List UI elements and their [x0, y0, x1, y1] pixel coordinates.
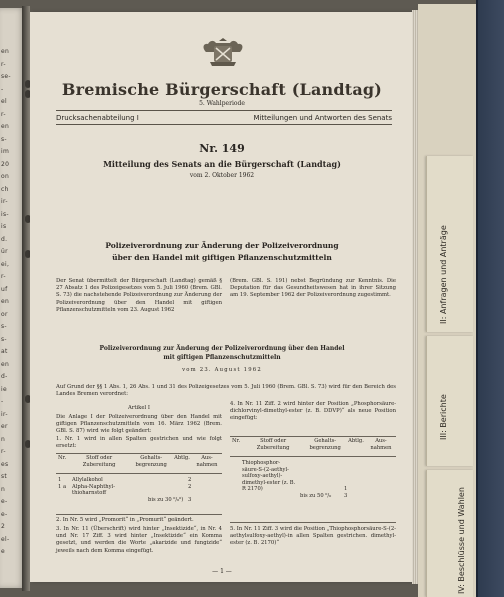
table-rule: [56, 453, 222, 454]
table-row: 1 Allylalkohol 2: [58, 477, 192, 483]
regulation-heading-line1: Polizeiverordnung zur Änderung der Polizeiverordnung: [105, 241, 339, 250]
col-header-ausnahmen: Aus-nahmen: [196, 455, 218, 468]
article-title: Artikel I: [128, 405, 150, 411]
article-item-3: 3. In Nr. 11 (Überschrift) wird hinter „Insektizide“, in Nr. 4 und Nr. 17 Ziff. 3 wird hinter „Insektizide“ ein Komma gesetzt, und werden die Worte „akarizide und fungizide“ jeweils nach dem Komma eingefügt.: [56, 526, 222, 554]
section-label: Mitteilungen und Antworten des Senats: [253, 114, 392, 122]
previous-page-text-fragment: im: [1, 148, 10, 155]
previous-page-text-fragment: ür: [1, 248, 8, 255]
table-row: Thiophosphor-säure-S-(2-aethyl-sulfoxy-aethyl)-dimethyl-ester (z. B. R 2170) 1: [242, 460, 348, 492]
previous-page-text-fragment: r-: [1, 448, 6, 455]
previous-page-text-fragment: d-: [1, 373, 8, 380]
article-item-1: 1. Nr. 1 wird in allen Spalten gestrichen und wie folgt ersetzt:: [56, 436, 222, 450]
substance-table-right-body: [240, 460, 396, 499]
coat-of-arms-icon: [200, 38, 246, 68]
previous-page-text-fragment: -: [1, 85, 4, 93]
previous-page-text-fragment: at: [1, 348, 8, 355]
previous-page-text-fragment: e-: [1, 510, 8, 518]
intro-left-column: Der Senat übermittelt der Bürgerschaft (Landtag) gemäß § 27 Absatz 1 des Polizeigesetzes vom 5. Juli 1960 (Brem. GBl. S. 73) die nachstehende Polizeiverordnung zur Änderung der Polizeiverordnung über den Handel mit giftigen Pflanzenschutzmitteln vom 23. August 1962: [56, 278, 222, 313]
tab-berichte-label: III: Berichte: [439, 394, 448, 440]
previous-page-text-fragment: el: [1, 98, 7, 105]
tab-anfragen-label: II: Anfragen und Anträge: [439, 225, 448, 324]
table-header-row: Nr. Stoff oder Zubereitung Gehalts-begrenzung Abtlg. Aus-nahmen: [232, 438, 392, 451]
previous-page-text-fragment: r-: [1, 110, 6, 118]
previous-page-text-fragment: is-: [1, 210, 9, 218]
table-rule: [230, 522, 396, 523]
tab-berichte[interactable]: [426, 336, 473, 466]
previous-page-text-fragment: en: [1, 48, 10, 55]
col-header-gehalt: Gehalts-begrenzung: [135, 455, 167, 468]
previous-page-text-fragment: ir-: [1, 198, 8, 205]
previous-page-text-fragment: en: [1, 298, 10, 305]
previous-page-edge: [0, 8, 24, 588]
previous-page-text-fragment: on: [1, 173, 10, 180]
previous-page-text-fragment: s-: [1, 335, 7, 343]
previous-page-text-fragment: 2: [1, 523, 6, 530]
previous-page-text-fragment: uf: [1, 285, 8, 293]
previous-page-text-fragment: er: [1, 423, 8, 430]
document-page: [30, 12, 414, 582]
previous-page-text-fragment: e-: [1, 498, 8, 505]
article-item-4: 4. In Nr. 11 Ziff. 2 wird hinter der Position „Phosphorsäure-dichlorvinyl-dimethyl-ester (z. B. DDVP)“ als neue Position eingefügt:: [230, 401, 396, 422]
article-item-2: 2. In Nr. 5 wird „Promorit“ in „Promurit“ geändert.: [56, 517, 194, 523]
tab-anfragen[interactable]: [426, 156, 473, 332]
electoral-period: 5. Wahlperiode: [199, 100, 245, 107]
col-header-abtlg: Abtlg.: [174, 455, 190, 461]
ordinance-title-line1: Polizeiverordnung zur Änderung der Polizeiverordnung über den Handel: [99, 345, 345, 352]
ordinance-title-line2: mit giftigen Pflanzenschutzmitteln: [163, 354, 281, 361]
header-rule-bottom: [56, 124, 392, 125]
tab-beschluesse[interactable]: [426, 470, 473, 597]
previous-page-text-fragment: r-: [1, 273, 6, 280]
previous-page-text-fragment: se-: [1, 73, 11, 80]
previous-page-text-fragment: en: [1, 360, 10, 368]
previous-page-text-fragment: s-: [1, 135, 7, 143]
page-number: — 1 —: [212, 568, 232, 575]
regulation-heading-line2: über den Handel mit giftigen Pflanzenschutzmitteln: [112, 253, 332, 262]
notice-date: vom 2. Oktober 1962: [189, 172, 255, 179]
previous-page-text-fragment: 20: [1, 160, 10, 168]
document-title: Bremische Bürgerschaft (Landtag): [61, 80, 383, 99]
substance-table-right: [230, 438, 396, 451]
previous-page-text-fragment: r-: [1, 60, 6, 68]
previous-page-text-fragment: ei,: [1, 260, 10, 268]
table-rule: [56, 514, 222, 515]
previous-page-text-fragment: es: [1, 460, 9, 468]
notice-title: Mitteilung des Senats an die Bürgerschaft (Landtag): [103, 159, 341, 169]
register-tabs: [418, 4, 476, 597]
previous-page-text-fragment: n: [1, 485, 6, 493]
substance-table-left: [56, 455, 222, 468]
col-header-stoff: Stoff oder Zubereitung: [82, 455, 116, 468]
table-row: 1 a Alpha-Naphthyl-thioharnstoff 2: [58, 483, 192, 496]
tab-beschluesse-label: IV: Beschlüsse und Wahlen: [457, 487, 466, 594]
binder-cover: [476, 0, 504, 597]
previous-page-text-fragment: ie: [1, 385, 7, 393]
previous-page-text-fragment: en: [1, 123, 10, 130]
previous-page-text-fragment: s-: [1, 323, 7, 330]
previous-page-text-fragment: n: [1, 435, 6, 443]
previous-page-text-fragment: is: [1, 223, 7, 230]
header-rule-top: [56, 110, 392, 111]
previous-page-text-fragment: -: [1, 398, 4, 405]
ordinance-date: vom 23. August 1962: [182, 367, 262, 373]
article-item-5: 5. In Nr. 11 Ziff. 3 wird die Position „Thiophosphorsäure-S-(2-aethylsulfoxy-aethyl)-in allen Spalten gestrichen. dimethyl-ester (z. B. 2170)“: [230, 526, 396, 547]
previous-page-text-fragment: el-: [1, 535, 10, 543]
table-rule: [230, 456, 396, 457]
previous-page-text-fragment: or: [1, 310, 8, 318]
substance-table-left-body: [56, 477, 222, 503]
previous-page-text-fragment: st: [1, 473, 8, 480]
col-header-nr: Nr.: [58, 455, 67, 461]
notice-number: Nr. 149: [199, 142, 245, 155]
binder-cover-edge: [476, 0, 478, 597]
department-label: Drucksachenabteilung I: [56, 114, 139, 122]
intro-right-column: (Brem. GBl. S. 191) nebst Begründung zur Kenntnis. Die Deputation für das Gesundheitswesen hat in ihrer Sitzung am 19. September 1962 der Polizeiverordnung zugestimmt.: [230, 278, 396, 299]
ordinance-preamble: Auf Grund der §§ 1 Abs. 1, 26 Abs. 1 und 31 des Polizeigesetzes vom 5. Juli 1960 (Brem. GBl. S. 73) wird für den Bereich des Landes Bremen verordnet:: [56, 384, 396, 398]
previous-page-text-fragment: ch: [1, 185, 9, 193]
previous-page-text-fragment: ir-: [1, 410, 8, 418]
table-header-row: [56, 455, 222, 468]
previous-page-text-fragment: e: [1, 548, 5, 555]
table-row: bis zu 50 ⁰/₀ 3: [300, 492, 348, 499]
previous-page-text-fragment: d.: [1, 235, 8, 243]
table-row: bis zu 30 ⁰/₀⁰) 3: [148, 496, 192, 503]
table-rule: [230, 436, 396, 437]
article-text: Die Anlage I der Polizeiverordnung über den Handel mit giftigen Pflanzenschutzmitteln vom 16. März 1962 (Brem. GBl. S. 87) wird wie folgt geändert:: [56, 414, 222, 435]
table-rule: [56, 473, 222, 474]
